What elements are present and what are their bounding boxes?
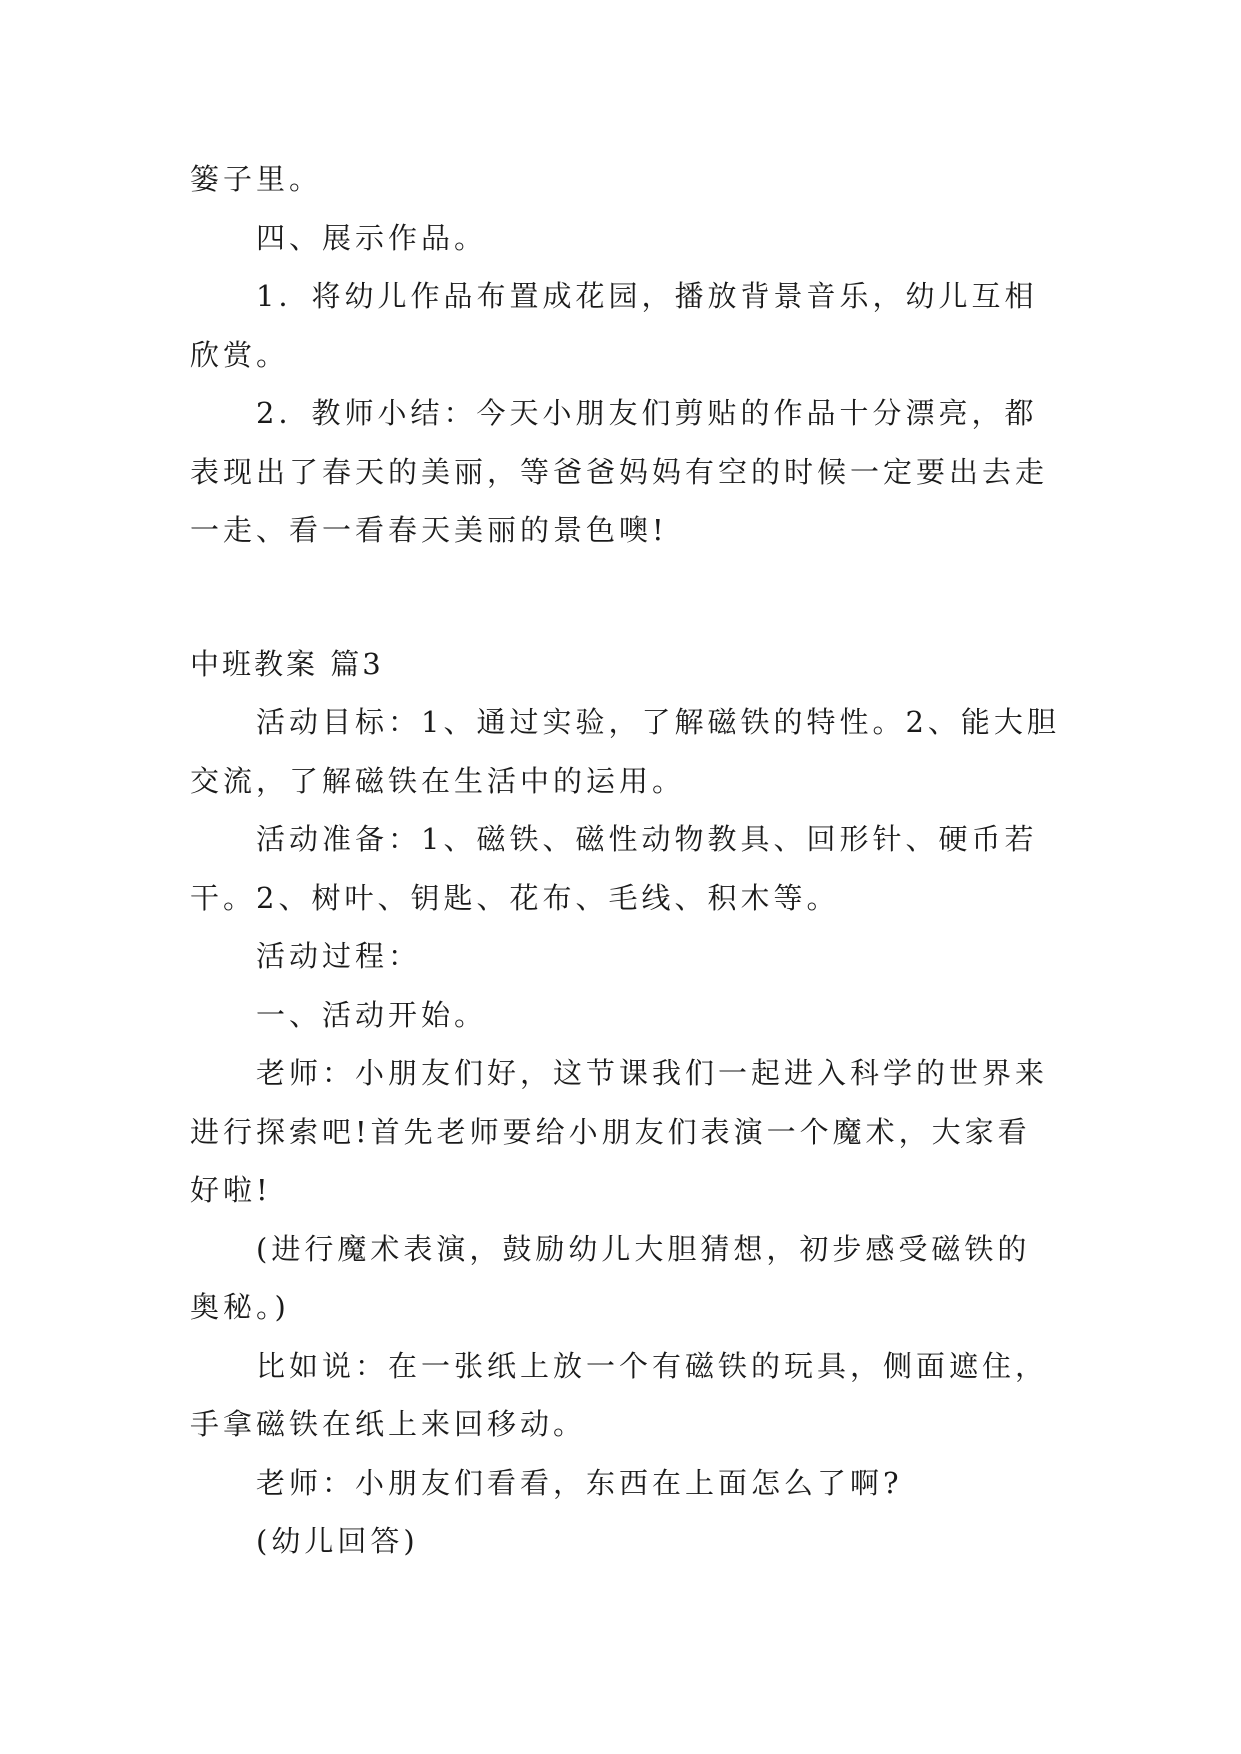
- paragraph-line: 交流，了解磁铁在生活中的运用。: [190, 763, 686, 798]
- paragraph-line: 老师：小朋友们看看，东西在上面怎么了啊?: [256, 1465, 903, 1500]
- paragraph-line: 1．将幼儿作品布置成花园，播放背景音乐，幼儿互相: [256, 279, 1038, 313]
- paragraph-line: 手拿磁铁在纸上来回移动。: [190, 1407, 587, 1441]
- document-page: [190, 150, 1060, 1571]
- paragraph-line: 四、展示作品。: [256, 220, 488, 255]
- paragraph-line: 活动过程：: [256, 939, 422, 973]
- paragraph-line: 奥秘。): [190, 1290, 290, 1324]
- paragraph-line: 2．教师小结：今天小朋友们剪贴的作品十分漂亮，都: [256, 396, 1038, 430]
- paragraph-line: 一走、看一看春天美丽的景色噢!: [190, 513, 668, 547]
- paragraph-line: 篓子里。: [190, 162, 323, 196]
- paragraph-line: 活动准备：1、磁铁、磁性动物教具、回形针、硬币若: [256, 822, 1038, 856]
- paragraph-line: 欣赏。: [190, 337, 290, 372]
- paragraph-line: 好啦!: [190, 1173, 272, 1207]
- section-3: [190, 635, 1060, 1571]
- paragraph-line: (进行魔术表演，鼓励幼儿大胆猜想，初步感受磁铁的: [256, 1231, 1031, 1266]
- paragraph-line: 进行探索吧!首先老师要给小朋友们表演一个魔术，大家看: [190, 1114, 1031, 1149]
- paragraph-line: 活动目标：1、通过实验，了解磁铁的特性。2、能大胆: [256, 705, 1060, 739]
- section-gap: [190, 560, 1050, 635]
- paragraph-line: (幼儿回答): [256, 1524, 419, 1558]
- paragraph-line: 老师：小朋友们好，这节课我们一起进入科学的世界来: [256, 1056, 1049, 1090]
- paragraph-line: 表现出了春天的美丽，等爸爸妈妈有空的时候一定要出去走: [190, 454, 1049, 489]
- section-2-tail: [190, 150, 1050, 560]
- section-heading: 中班教案 篇3: [190, 646, 384, 681]
- paragraph-line: 比如说：在一张纸上放一个有磁铁的玩具，侧面遮住，: [256, 1348, 1049, 1383]
- paragraph-line: 干。2、树叶、钥匙、花布、毛线、积木等。: [190, 880, 840, 915]
- paragraph-line: 一、活动开始。: [256, 997, 488, 1032]
